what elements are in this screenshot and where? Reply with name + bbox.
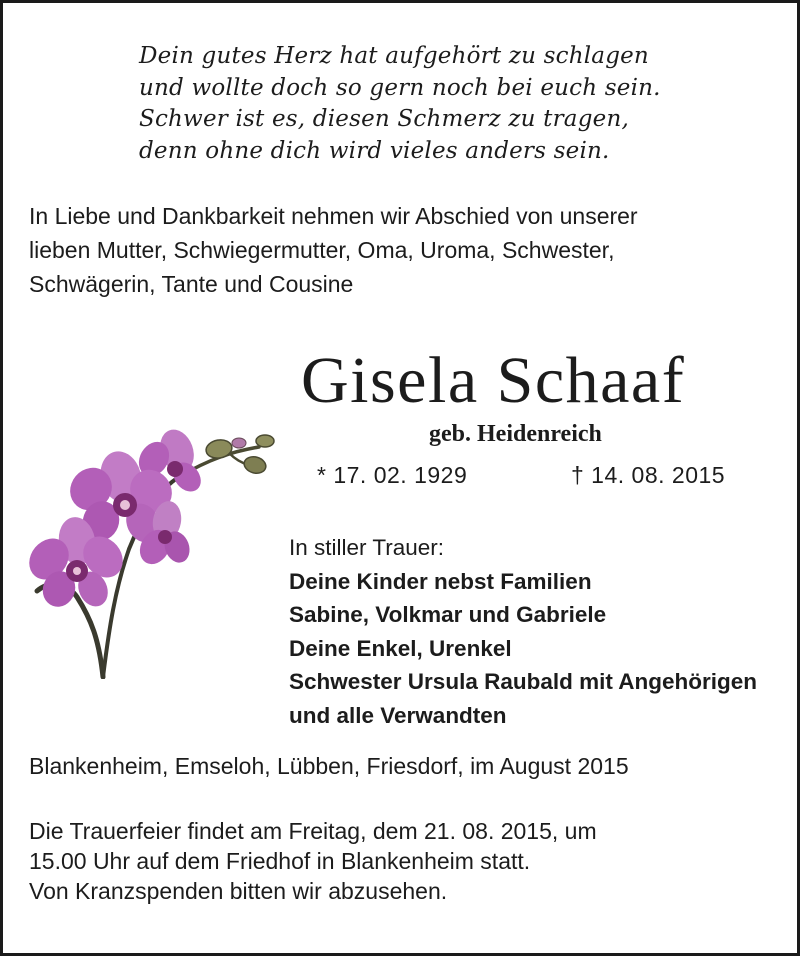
intro-line: lieben Mutter, Schwiegermutter, Oma, Uroma, Schwester, [29, 237, 615, 263]
memorial-poem [139, 41, 661, 167]
poem-line: denn ohne dich wird vieles anders sein. [139, 137, 610, 164]
mourners-block [289, 531, 757, 732]
mourner-line: Deine Enkel, Urenkel [289, 635, 512, 661]
orchid-image [29, 429, 279, 679]
mourner-line: und alle Verwandten [289, 702, 507, 728]
deceased-name: Gisela Schaaf [301, 344, 686, 417]
birth-date: * 17. 02. 1929 [317, 462, 468, 488]
mourner-line: Schwester Ursula Raubald mit Angehörigen [289, 669, 758, 694]
place-and-date: Blankenheim, Emseloh, Lübben, Friesdorf, im August 2015 [29, 753, 629, 779]
intro-line: Schwägerin, Tante und Cousine [29, 271, 354, 297]
maiden-name: geb. Heidenreich [429, 421, 602, 447]
poem-line: Dein gutes Herz hat aufgehört zu schlagen [139, 43, 649, 69]
mourner-line: Deine Kinder nebst Familien [289, 568, 592, 594]
intro-line: In Liebe und Dankbarkeit nehmen wir Abschied von unserer [29, 203, 638, 229]
poem-line: Schwer ist es, diesen Schmerz zu tragen, [139, 106, 629, 132]
funeral-line: 15.00 Uhr auf dem Friedhof in Blankenheim statt. [29, 848, 531, 874]
mourners-heading: In stiller Trauer: [289, 535, 445, 560]
funeral-line: Die Trauerfeier findet am Freitag, dem 21. 08. 2015, um [29, 818, 597, 844]
death-date: † 14. 08. 2015 [571, 462, 726, 488]
mourner-line: Sabine, Volkmar und Gabriele [289, 602, 607, 627]
poem-line: und wollte doch so gern noch bei euch sein. [139, 74, 661, 101]
funeral-notice [29, 816, 597, 906]
farewell-intro [29, 199, 789, 301]
funeral-line: Von Kranzspenden bitten wir abzusehen. [29, 878, 448, 904]
